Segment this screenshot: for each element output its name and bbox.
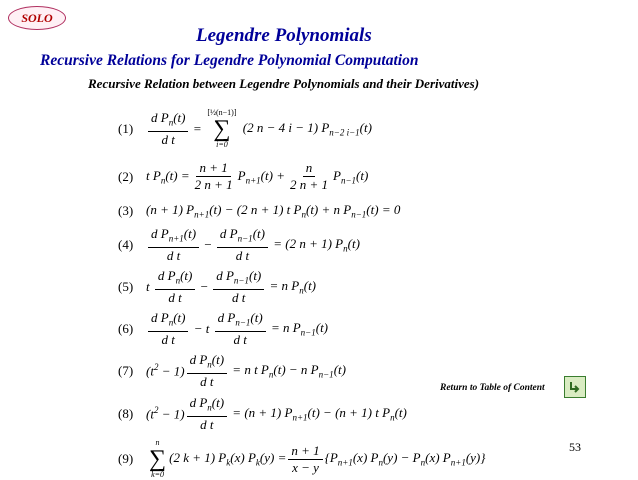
equation-4: (4) $\frac{d P_{n+1}(t)}{\text{d t}}$ − $\frac{d P_{n-1}(t)}{\text{d t}}$ = (2 n + 1) $P_n(t)$	[118, 226, 360, 263]
equation-number: (3)	[118, 202, 134, 218]
return-arrow-icon[interactable]	[564, 376, 586, 398]
equation-number: (8)	[118, 405, 134, 421]
page-subtitle: Recursive Relations for Legendre Polynomial Computation	[40, 52, 419, 69]
equation-6: (6) $\frac{d P_n(t)}{\text{d t}}$ − t $\frac{d P_{n-1}(t)}{\text{d t}}$ = n $P_{n-1}(t)$	[118, 310, 329, 347]
page-number: 53	[569, 440, 581, 454]
equation-number: (2)	[118, 168, 134, 184]
equation-7: (7) $(t^2 - 1)$ $\frac{d P_n(t)}{\text{d t}}$ = n t $P_n(t) - n$ $P_{n-1}(t)$	[118, 352, 346, 389]
section-heading: Recursive Relation between Legendre Polynomials and their Derivatives)	[88, 76, 480, 91]
badge-label: SOLO	[21, 10, 53, 25]
page-title: Legendre Polynomials	[196, 25, 372, 46]
solo-badge	[8, 6, 66, 30]
equation-number: (5)	[118, 278, 134, 294]
derivative-fraction: $\frac{d P_n(t)}{\text{d t}}$	[148, 110, 188, 148]
summation-symbol: [½(n−1)] ∑ i=0	[207, 108, 237, 149]
equation-list	[118, 0, 638, 479]
equation-number: (6)	[118, 320, 134, 336]
equation-8: (8) $(t^2 - 1)$ $\frac{d P_n(t)}{\text{d t}}$ = (n + 1) $P_{n+1}(t) - (n + 1)$ t $P_n(t)$	[118, 395, 407, 432]
equation-3: (3) (n + 1) $P_{n+1}(t) - (2$ n + 1) t $P_n(t) + n$ $P_{n-1}(t) = 0$	[118, 202, 401, 220]
equation-number: (7)	[118, 362, 134, 378]
equation-1: (1) $\frac{d P_n(t)}{\text{d t}}$ = [½(n−1)] ∑ i=0 (2 n − 4 i − 1) $P_{n-2 i-1}(t)$	[118, 108, 372, 149]
equation-number: (4)	[118, 236, 134, 252]
summation-symbol: n ∑ k=0	[149, 438, 167, 479]
equation-number: (1)	[118, 121, 134, 136]
equation-5: (5) t $\frac{d P_n(t)}{\text{d t}}$ − $\frac{d P_{n-1}(t)}{\text{d t}}$ = n $P_n(t)$	[118, 268, 317, 305]
equation-9: (9) n ∑ k=0 (2 k + 1) $P_k(x) P_k(y)$ = $\frac{n + 1}{x - y}$ {$P_{n+1}(x) P_n(y) - P_n(x)$ $P_{n+1}(y)$}	[118, 438, 486, 479]
return-to-toc-link[interactable]: Return to Table of Content	[440, 383, 545, 393]
equation-number: (9)	[118, 451, 134, 466]
equation-2: (2) t $P_n(t)$ = $\frac{n + 1}{2 n + 1}$ $P_{n+1}(t)$ + $\frac{n}{2 n + 1}$ $P_{n-1}(t)$	[118, 160, 369, 192]
